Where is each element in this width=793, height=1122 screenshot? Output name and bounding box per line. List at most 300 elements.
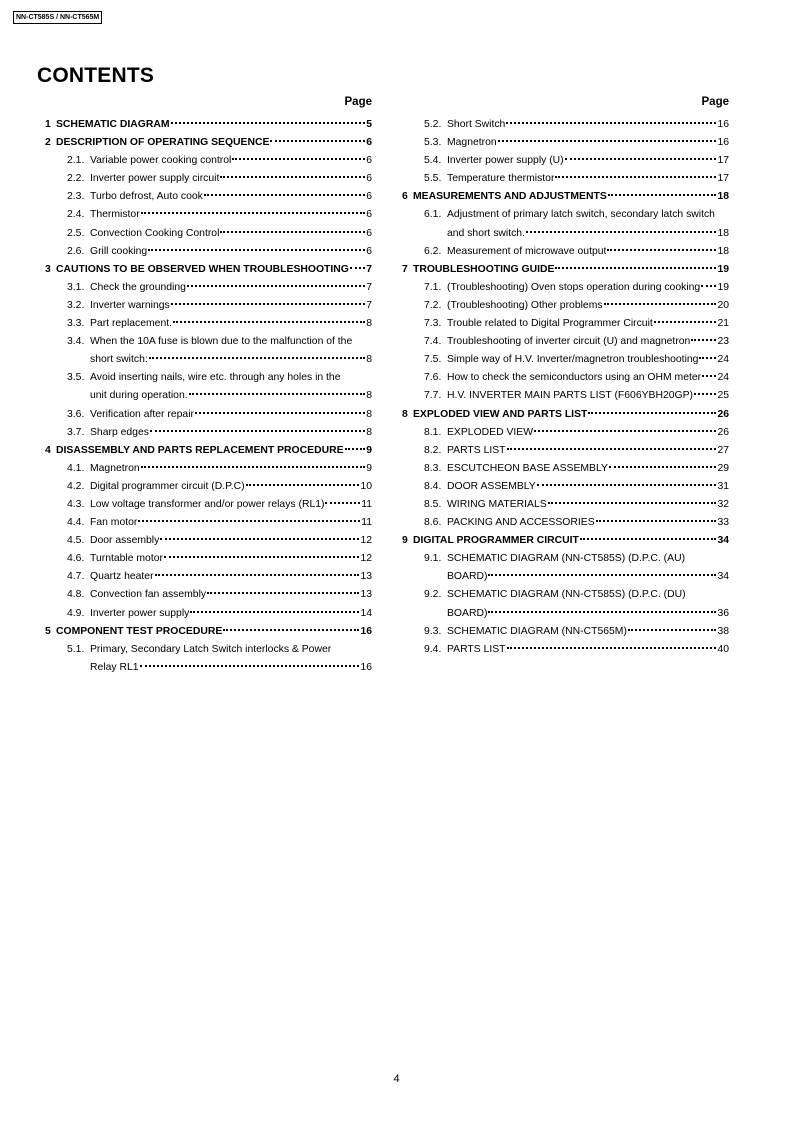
entry-page: 31	[717, 480, 729, 492]
entry-body	[90, 225, 372, 243]
entry-title: DESCRIPTION OF OPERATING SEQUENCE	[56, 137, 270, 149]
leader-line	[90, 550, 372, 568]
dot-leader	[488, 573, 716, 576]
leader-line	[90, 586, 372, 604]
toc-column-right	[402, 94, 729, 659]
toc-section[interactable]	[45, 442, 372, 460]
entry-title: Magnetron	[447, 137, 497, 149]
leader-line	[90, 387, 372, 405]
entry-body	[447, 134, 729, 152]
entry-page: 8	[366, 408, 372, 420]
entry-number: 3	[45, 263, 51, 275]
toc-section[interactable]	[402, 188, 729, 206]
entry-number: 9.4.	[424, 643, 442, 655]
entry-page: 18	[717, 191, 729, 203]
toc-entry-row	[45, 116, 372, 134]
toc-entry-row	[424, 243, 729, 261]
toc-subsection[interactable]	[402, 315, 729, 333]
entry-number: 7	[402, 263, 408, 275]
entry-page: 6	[366, 227, 372, 239]
dot-leader	[488, 610, 716, 613]
entry-title: (Troubleshooting) Oven stops operation during cooking	[447, 281, 701, 293]
toc-entry-row	[67, 496, 372, 514]
toc-subsection[interactable]	[402, 460, 729, 478]
dot-leader	[350, 266, 365, 269]
leader-line	[90, 406, 372, 424]
toc-entry-row	[424, 369, 729, 387]
leader-line	[56, 442, 372, 460]
entry-title: Thermistor	[90, 209, 140, 221]
entry-title: DIGITAL PROGRAMMER CIRCUIT	[413, 535, 579, 547]
toc-entry-row	[67, 170, 372, 188]
entry-body	[90, 243, 372, 261]
entry-body	[447, 333, 729, 351]
entry-page: 8	[366, 354, 372, 366]
dot-leader	[173, 320, 365, 323]
toc-section[interactable]	[45, 134, 372, 152]
entry-title: Adjustment of primary latch switch, secondary latch switch	[447, 209, 715, 221]
toc-subsection[interactable]	[45, 532, 372, 550]
entry-number: 3.7.	[67, 426, 85, 438]
toc-section[interactable]	[45, 623, 372, 641]
entry-page: 14	[360, 607, 372, 619]
toc-subsection[interactable]	[402, 387, 729, 405]
leader-line	[447, 478, 729, 496]
dot-leader	[207, 591, 359, 594]
toc-entry-row	[45, 261, 372, 279]
entry-page: 29	[717, 462, 729, 474]
toc-subsection[interactable]	[45, 225, 372, 243]
toc-entry-row	[67, 188, 372, 206]
entry-title: Inverter power supply circuit	[90, 173, 220, 185]
dot-leader	[507, 447, 717, 450]
toc-entry-row	[402, 188, 729, 206]
toc-column-left	[45, 94, 372, 677]
entry-page: 6	[366, 173, 372, 185]
dot-leader	[526, 230, 716, 233]
leader-line	[447, 351, 729, 369]
entry-page: 18	[717, 227, 729, 239]
entry-body	[90, 568, 372, 586]
toc-subsection[interactable]	[402, 333, 729, 351]
toc-entry-row	[67, 315, 372, 333]
entry-body	[447, 206, 729, 242]
entry-number: 7.6.	[424, 372, 442, 384]
entry-number: 6.1.	[424, 209, 442, 221]
leader-line	[90, 568, 372, 586]
toc-entry-row	[424, 134, 729, 152]
leader-line	[413, 406, 729, 424]
entry-title: Variable power cooking control	[90, 155, 232, 167]
leader-line	[90, 605, 372, 623]
toc-section[interactable]	[45, 116, 372, 134]
entry-title: PACKING AND ACCESSORIES	[447, 517, 595, 529]
entry-title: Low voltage transformer and/or power relays (RL1)	[90, 498, 325, 510]
entry-body	[90, 424, 372, 442]
entry-title: Turntable motor	[90, 553, 163, 565]
entry-body	[90, 605, 372, 623]
dot-leader	[555, 175, 716, 178]
toc-entry-row	[67, 369, 372, 405]
toc-entry-row	[67, 297, 372, 315]
entry-title: Relay RL1	[90, 661, 139, 673]
toc-subsection[interactable]	[402, 550, 729, 586]
dot-leader	[596, 519, 717, 522]
toc-subsection[interactable]	[45, 514, 372, 532]
toc-subsection[interactable]	[402, 623, 729, 641]
page-column-header: Page	[701, 96, 729, 108]
dot-leader	[604, 302, 717, 305]
toc-entry-row	[424, 206, 729, 242]
entry-number: 7.1.	[424, 281, 442, 293]
dot-leader	[654, 320, 717, 323]
entry-title: SCHEMATIC DIAGRAM (NN-CT585S) (D.P.C. (AU)	[447, 553, 686, 565]
toc-subsection[interactable]	[402, 424, 729, 442]
entry-number: 8.2.	[424, 444, 442, 456]
leader-line	[90, 206, 372, 224]
dot-leader	[699, 356, 716, 359]
entry-body	[413, 406, 729, 424]
toc-subsection[interactable]	[402, 442, 729, 460]
toc-entry-row	[424, 351, 729, 369]
entry-title: Trouble related to Digital Programmer Circuit	[447, 318, 653, 330]
leader-line	[90, 279, 372, 297]
toc-entry-row	[424, 116, 729, 134]
entry-body	[447, 152, 729, 170]
entry-page: 17	[717, 155, 729, 167]
toc-subsection[interactable]	[402, 116, 729, 134]
dot-leader	[588, 411, 716, 414]
entry-page: 34	[717, 571, 729, 583]
toc-subsection[interactable]	[402, 514, 729, 532]
entry-title: Inverter power supply (U)	[447, 155, 564, 167]
leader-line	[447, 315, 729, 333]
entry-body	[90, 514, 372, 532]
entry-title: BOARD)	[447, 607, 488, 619]
dot-leader	[220, 175, 365, 178]
entry-page: 7	[366, 281, 372, 293]
leader-line	[56, 623, 372, 641]
toc-subsection[interactable]	[45, 315, 372, 333]
entry-title: Inverter power supply	[90, 607, 190, 619]
entry-body	[90, 170, 372, 188]
leader-line	[90, 243, 372, 261]
entry-body	[447, 243, 729, 261]
toc-subsection[interactable]	[45, 279, 372, 297]
leader-line	[447, 369, 729, 387]
entry-number: 3.6.	[67, 408, 85, 420]
entry-number: 4	[45, 444, 51, 456]
entry-title: SCHEMATIC DIAGRAM (NN-CT565M)	[447, 625, 627, 637]
entry-number: 1	[45, 119, 51, 130]
entry-page: 5	[366, 119, 372, 130]
entry-number: 4.8.	[67, 589, 85, 601]
entry-body	[56, 623, 372, 641]
page-title: CONTENTS	[37, 64, 155, 87]
dot-leader	[555, 266, 716, 269]
entry-body	[90, 532, 372, 550]
dot-leader	[164, 555, 359, 558]
entry-body	[90, 188, 372, 206]
leader-line	[56, 261, 372, 279]
entry-title: Inverter warnings	[90, 299, 170, 311]
entry-page: 7	[366, 299, 372, 311]
toc-subsection[interactable]	[402, 351, 729, 369]
entry-title: CAUTIONS TO BE OBSERVED WHEN TROUBLESHOOTING	[56, 263, 349, 275]
toc-entry-row	[424, 641, 729, 659]
leader-line	[90, 351, 372, 369]
entry-number: 8.1.	[424, 426, 442, 438]
entry-title: and short switch.	[447, 227, 525, 239]
dot-leader	[171, 302, 366, 305]
entry-title: Avoid inserting nails, wire etc. through any holes in the	[90, 372, 341, 384]
entry-title: When the 10A fuse is blown due to the malfunction of the	[90, 336, 353, 348]
toc-entry-row	[67, 279, 372, 297]
toc-subsection[interactable]	[45, 297, 372, 315]
entry-number: 5.4.	[424, 155, 442, 167]
entry-body	[447, 442, 729, 460]
toc-subsection[interactable]	[45, 586, 372, 604]
entry-number: 8.5.	[424, 498, 442, 510]
toc-section[interactable]	[45, 261, 372, 279]
dot-leader	[608, 193, 717, 196]
toc-subsection[interactable]	[45, 170, 372, 188]
leader-line	[90, 460, 372, 478]
entry-title: Verification after repair	[90, 408, 194, 420]
toc-section[interactable]	[402, 532, 729, 550]
entry-page: 11	[361, 517, 372, 529]
entry-title: Digital programmer circuit (D.P.C)	[90, 480, 245, 492]
entry-body	[447, 424, 729, 442]
toc-section[interactable]	[402, 406, 729, 424]
entry-title: unit during operation.	[90, 390, 188, 402]
dot-leader	[548, 501, 717, 504]
entry-page: 24	[717, 354, 729, 366]
entry-number: 2.6.	[67, 245, 85, 257]
leader-line	[447, 460, 729, 478]
dot-leader	[149, 356, 365, 359]
dot-leader	[246, 483, 360, 486]
toc-list	[45, 116, 372, 677]
entry-body	[447, 550, 729, 586]
entry-page: 8	[366, 390, 372, 402]
toc-subsection[interactable]	[402, 152, 729, 170]
leader-line	[90, 225, 372, 243]
toc-subsection[interactable]	[402, 478, 729, 496]
entry-number: 9.2.	[424, 589, 442, 601]
dot-leader	[141, 465, 366, 468]
toc-subsection[interactable]	[402, 170, 729, 188]
dot-leader	[691, 338, 716, 341]
entry-number: 4.4.	[67, 517, 85, 529]
dot-leader	[580, 537, 717, 540]
toc-subsection[interactable]	[45, 550, 372, 568]
entry-body	[447, 478, 729, 496]
entry-number: 7.3.	[424, 318, 442, 330]
dot-leader	[607, 248, 716, 251]
toc-subsection[interactable]	[45, 460, 372, 478]
leader-line	[447, 134, 729, 152]
dot-leader	[204, 193, 365, 196]
toc-subsection[interactable]	[45, 206, 372, 224]
leader-line	[447, 279, 729, 297]
entry-page: 20	[717, 299, 729, 311]
entry-title: Primary, Secondary Latch Switch interlocks & Power	[90, 643, 332, 655]
dot-leader	[140, 664, 360, 667]
toc-entry-row	[67, 406, 372, 424]
toc-entry-row	[67, 478, 372, 496]
leader-line	[413, 188, 729, 206]
entry-number: 2.5.	[67, 227, 85, 239]
entry-page: 40	[717, 643, 729, 655]
toc-subsection[interactable]	[402, 243, 729, 261]
entry-page: 34	[717, 535, 729, 547]
leader-line	[447, 116, 729, 134]
leader-line	[447, 152, 729, 170]
entry-number: 6	[402, 191, 408, 203]
toc-subsection[interactable]	[45, 369, 372, 405]
toc-subsection[interactable]	[402, 134, 729, 152]
entry-body	[90, 496, 372, 514]
entry-number: 4.5.	[67, 535, 85, 547]
leader-line	[447, 568, 729, 586]
entry-title: PARTS LIST	[447, 444, 506, 456]
entry-body	[56, 442, 372, 460]
leader-line	[447, 243, 729, 261]
entry-title: Convection fan assembly	[90, 589, 207, 601]
dot-leader	[148, 248, 365, 251]
entry-page: 25	[717, 390, 729, 402]
toc-entry-row	[424, 333, 729, 351]
toc-entry-row	[67, 152, 372, 170]
entry-title: Temperature thermistor	[447, 173, 555, 185]
toc-subsection[interactable]	[402, 369, 729, 387]
entry-body	[447, 641, 729, 659]
entry-title: Grill cooking	[90, 245, 148, 257]
toc-subsection[interactable]	[45, 605, 372, 623]
entry-title: DOOR ASSEMBLY	[447, 480, 536, 492]
toc-entry-row	[67, 532, 372, 550]
entry-number: 8.4.	[424, 480, 442, 492]
entry-number: 3.5.	[67, 372, 85, 384]
leader-line	[413, 532, 729, 550]
leader-line	[447, 333, 729, 351]
entry-body	[413, 532, 729, 550]
toc-subsection[interactable]	[45, 496, 372, 514]
entry-title: (Troubleshooting) Other problems	[447, 299, 603, 311]
toc-subsection[interactable]	[45, 333, 372, 369]
toc-subsection[interactable]	[45, 188, 372, 206]
entry-number: 9	[402, 535, 408, 547]
entry-body	[90, 333, 372, 369]
leader-line	[447, 514, 729, 532]
toc-subsection[interactable]	[45, 568, 372, 586]
toc-subsection[interactable]	[402, 586, 729, 622]
toc-entry-row	[424, 279, 729, 297]
dot-leader	[189, 392, 366, 395]
entry-page: 9	[366, 444, 372, 456]
leader-line	[90, 297, 372, 315]
toc-subsection[interactable]	[402, 297, 729, 315]
entry-number: 8.3.	[424, 462, 442, 474]
entry-number: 3.3.	[67, 318, 85, 330]
entry-title: Sharp edges	[90, 426, 149, 438]
entry-title: ESCUTCHEON BASE ASSEMBLY	[447, 462, 608, 474]
leader-line	[447, 605, 729, 623]
entry-body	[90, 641, 372, 677]
toc-section[interactable]	[402, 261, 729, 279]
entry-body	[90, 369, 372, 405]
entry-body	[447, 387, 729, 405]
dot-leader	[195, 411, 365, 414]
entry-title: PARTS LIST	[447, 643, 506, 655]
entry-number: 3.1.	[67, 281, 85, 293]
toc-subsection[interactable]	[402, 496, 729, 514]
dot-leader	[628, 628, 717, 631]
entry-page: 19	[717, 281, 729, 293]
toc-entry-row	[402, 261, 729, 279]
toc-subsection[interactable]	[45, 406, 372, 424]
entry-page: 24	[717, 372, 729, 384]
entry-number: 7.2.	[424, 299, 442, 311]
entry-body	[413, 188, 729, 206]
dot-leader	[187, 284, 365, 287]
dot-leader	[138, 519, 360, 522]
entry-title: COMPONENT TEST PROCEDURE	[56, 625, 223, 637]
entry-title: WIRING MATERIALS	[447, 498, 547, 510]
entry-number: 8	[402, 408, 408, 420]
leader-line	[90, 496, 372, 514]
entry-body	[90, 406, 372, 424]
entry-title: Turbo defrost, Auto cook	[90, 191, 203, 203]
entry-body	[447, 116, 729, 134]
entry-page: 9	[366, 462, 372, 474]
entry-page: 36	[717, 607, 729, 619]
toc-subsection[interactable]	[402, 641, 729, 659]
entry-number: 5.5.	[424, 173, 442, 185]
toc-entry-row	[402, 532, 729, 550]
toc-entry-row	[67, 514, 372, 532]
entry-title: Check the grounding	[90, 281, 186, 293]
toc-subsection[interactable]	[402, 206, 729, 242]
dot-leader	[325, 501, 360, 504]
leader-line	[90, 532, 372, 550]
entry-page: 12	[360, 535, 372, 547]
toc-subsection[interactable]	[45, 152, 372, 170]
toc-entry-row	[67, 586, 372, 604]
toc-entry-row	[67, 460, 372, 478]
toc-entry-row	[67, 206, 372, 224]
leader-line	[90, 315, 372, 333]
entry-title: MEASUREMENTS AND ADJUSTMENTS	[413, 191, 607, 203]
leader-line	[56, 116, 372, 134]
dot-leader	[150, 429, 365, 432]
toc-subsection[interactable]	[45, 641, 372, 677]
toc-subsection[interactable]	[45, 478, 372, 496]
toc-subsection[interactable]	[402, 279, 729, 297]
leader-line	[447, 297, 729, 315]
toc-subsection[interactable]	[45, 243, 372, 261]
toc-subsection[interactable]	[45, 424, 372, 442]
entry-page: 32	[717, 498, 729, 510]
entry-page: 8	[366, 426, 372, 438]
entry-page: 13	[360, 589, 372, 601]
entry-page: 12	[360, 553, 372, 565]
dot-leader	[537, 483, 717, 486]
leader-line	[90, 424, 372, 442]
toc-entry-row	[424, 387, 729, 405]
entry-title: SCHEMATIC DIAGRAM (NN-CT585S) (D.P.C. (DU)	[447, 589, 686, 601]
